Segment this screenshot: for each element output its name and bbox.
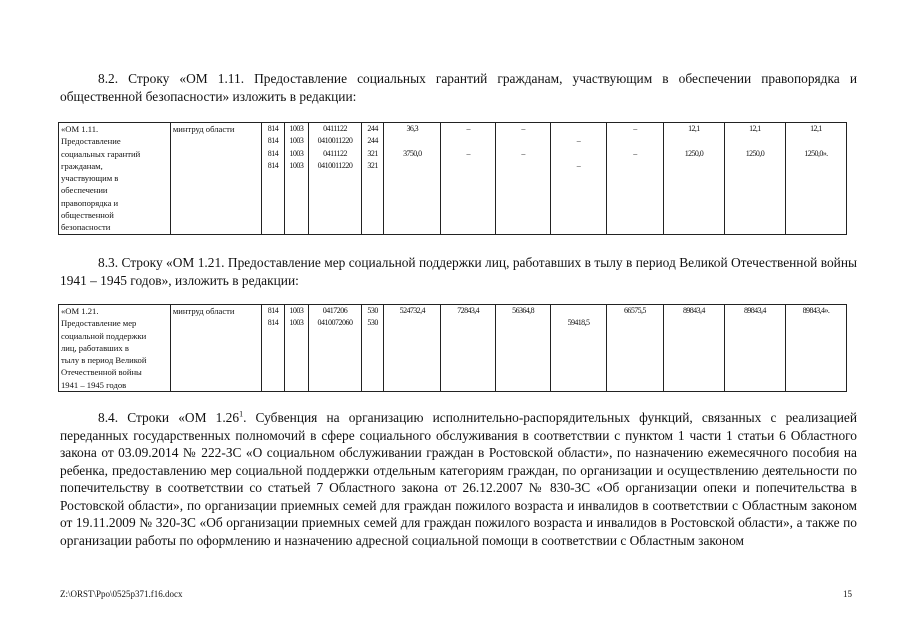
table-om-1-21 <box>58 304 847 392</box>
executor-cell: минтруд области <box>170 123 262 235</box>
value-cell: 12,1 1250,0 <box>724 123 785 235</box>
value-cell: – – <box>551 123 607 235</box>
value-cell: 72843,4 <box>441 305 496 392</box>
section-8-2-paragraph: 8.2. Строку «ОМ 1.11. Предоставление социальных гарантий гражданам, участвующим в обеспечении правопорядка и общественной безопасности» изложить в редакции: <box>60 71 857 104</box>
footer-file-path: Z:\ORST\Ppo\0525p371.f16.docx <box>60 589 183 599</box>
rzpr-cell: 1003 1003 <box>284 305 308 392</box>
csr-cell: 0417206 0410072060 <box>309 305 362 392</box>
rzpr-cell: 1003 1003 1003 1003 <box>284 123 308 235</box>
section-8-3-paragraph: 8.3. Строку «ОМ 1.21. Предоставление мер социальной поддержки лиц, работавших в тылу в период Великой Отечественной войны 1941 – 1945 годов», изложить в редакции: <box>60 255 857 288</box>
value-cell: 66575,5 <box>606 305 663 392</box>
value-cell: 56364,8 <box>496 305 551 392</box>
table-om-1-11 <box>58 122 847 235</box>
value-cell: 12,1 1250,0». <box>785 123 846 235</box>
value-cell: 59418,5 <box>551 305 607 392</box>
executor-cell: минтруд области <box>170 305 262 392</box>
value-cell: 36,3 3750,0 <box>384 123 441 235</box>
vr-cell: 244 244 321 321 <box>361 123 383 235</box>
vr-cell: 530 530 <box>361 305 383 392</box>
value-cell: – – <box>496 123 551 235</box>
value-cell: 12,1 1250,0 <box>663 123 724 235</box>
value-cell: 89843,4 <box>663 305 724 392</box>
description-cell: «ОМ 1.11. Предоставление социальных гарантий гражданам, участвующим в обеспечении правопорядка и общественной безопасности <box>59 123 171 235</box>
page-number: 15 <box>843 589 852 599</box>
grbs-cell: 814 814 <box>262 305 284 392</box>
section-8-4-paragraph: 8.4. Строки «ОМ 1.26$^1$. Субвенция на организацию исполнительно-распорядительных функций, связанных с реализацией переданных государственных полномочий в сфере социального обслуживания в соответствии с пунктом 1 части 1 статьи 6 Областного закона от 03.09.2014 № 222-ЗС «О социальном обслуживании граждан в Ростовской области», по назначению ежемесячного пособия на ребенка, предоставлению мер социальной поддержки отдельным категориям граждан, по организации и осуществлению деятельности по попечительству в соответствии со статьей 7 Областного закона от 26.12.2007 № 830-ЗС «Об организации опеки и попечительства в Ростовской области», по организации приемных семей для граждан пожилого возраста и инвалидов в соответствии с Областным законом от 19.11.2009 № 320-ЗС «Об организации приемных семей для граждан пожилого возраста и инвалидов в Ростовской области», а также по организации работы по оформлению и назначению адресной социальной помощи в соответствии с Областным законом <box>60 409 857 548</box>
grbs-cell: 814 814 814 814 <box>262 123 284 235</box>
value-cell: 89843,4 <box>724 305 785 392</box>
value-cell: – – <box>606 123 663 235</box>
csr-cell: 0411122 0410011220 0411122 0410011220 <box>309 123 362 235</box>
value-cell: – – <box>441 123 496 235</box>
value-cell: 89843,4». <box>785 305 846 392</box>
description-cell: «ОМ 1.21. Предоставление мер социальной поддержки лиц, работавших в тылу в период Великой Отечественной войны 1941 – 1945 годов <box>59 305 171 392</box>
value-cell: 524732,4 <box>384 305 441 392</box>
